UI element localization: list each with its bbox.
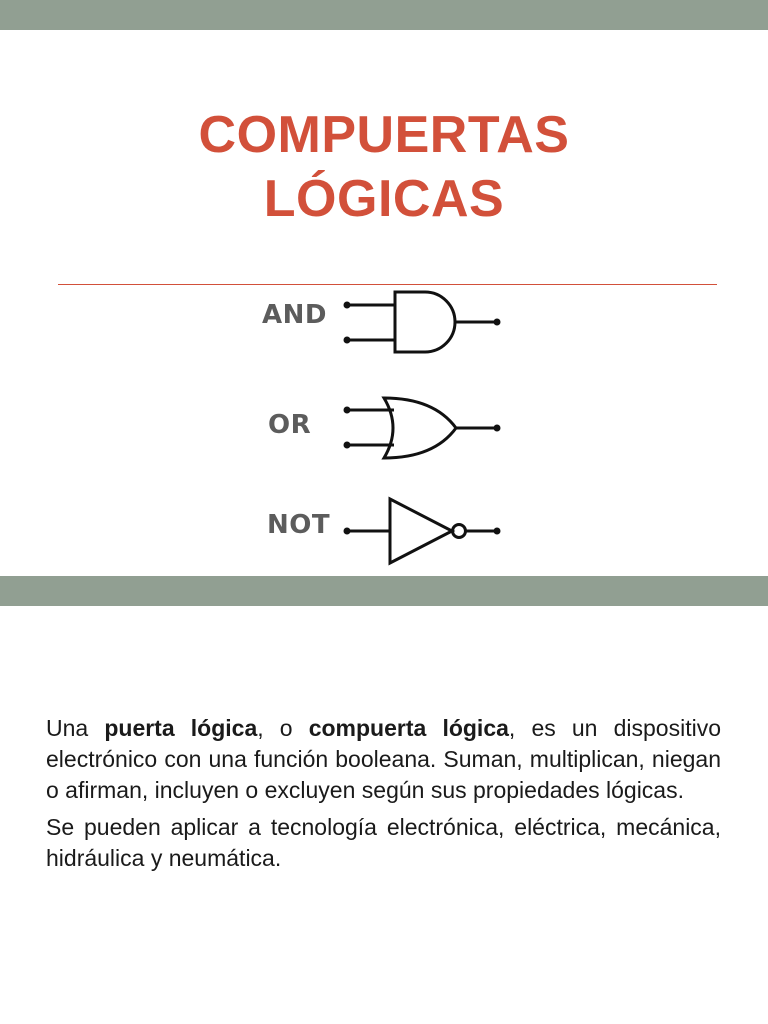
term-compuerta-logica: compuerta lógica <box>308 715 509 741</box>
title-line-1: COMPUERTAS <box>198 106 570 164</box>
p1-text-3: , es un dispositivo electrónico con una función booleana. Suman, multiplican, niegan o afirman, incluyen o excluyen según sus propiedades lógicas. <box>46 715 721 803</box>
gate-label-or: OR <box>268 410 312 440</box>
p1-text-1: Una <box>46 715 105 741</box>
middle-band <box>0 576 768 606</box>
gate-label-and: AND <box>262 300 327 330</box>
not-gate-icon <box>344 499 501 563</box>
p1-text-2: , o <box>257 715 309 741</box>
gate-label-not: NOT <box>267 510 331 540</box>
title-line-2: LÓGICAS <box>263 170 505 228</box>
description-paragraph-2: Se pueden aplicar a tecnología electrónica, eléctrica, mecánica, hidráulica y neumática. <box>46 814 721 871</box>
term-puerta-logica: puerta lógica <box>104 715 258 741</box>
description-text <box>46 713 721 880</box>
description-paragraph-1 <box>46 713 721 806</box>
and-gate-icon <box>344 292 501 352</box>
or-gate-icon <box>344 398 501 458</box>
